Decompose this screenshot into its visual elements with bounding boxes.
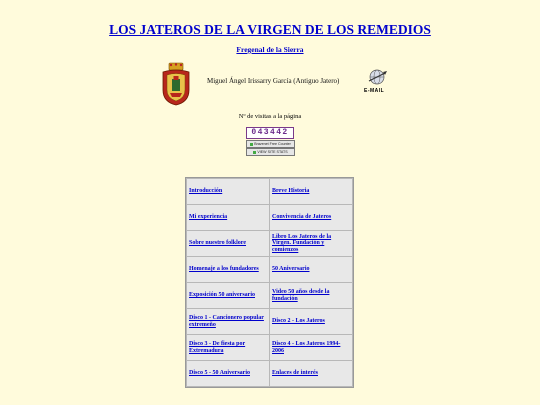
menu-link[interactable]: Enlaces de interés <box>272 370 318 377</box>
menu-link[interactable]: Introducción <box>189 188 223 195</box>
table-row <box>187 179 352 204</box>
table-row <box>187 309 352 334</box>
visit-counter: 043442 <box>246 127 294 139</box>
table-row <box>187 257 352 282</box>
table-row <box>187 205 352 230</box>
table-cell <box>187 283 269 308</box>
email-globe-icon[interactable] <box>366 69 388 85</box>
table-row <box>187 231 352 256</box>
menu-link[interactable]: Mi experiencia <box>189 214 228 221</box>
table-cell <box>270 179 352 204</box>
menu-link[interactable]: Video 50 años desde la fundación <box>272 288 330 302</box>
table-cell <box>187 179 269 204</box>
table-cell <box>187 231 269 256</box>
table-cell <box>187 335 269 360</box>
table-row <box>187 283 352 308</box>
table-cell <box>270 231 352 256</box>
table-cell <box>187 205 269 230</box>
table-cell <box>270 361 352 386</box>
free-counter-badge[interactable] <box>246 140 295 148</box>
free-counter-label: Bravenet Free Counter <box>254 142 291 146</box>
menu-link[interactable]: Homenaje a los fundadores <box>189 266 259 273</box>
menu-link[interactable]: Sobre nuestro folklore <box>189 240 247 247</box>
table-row <box>187 335 352 360</box>
table-cell <box>270 309 352 334</box>
menu-link[interactable]: Convivencia de Jateros <box>272 214 332 221</box>
menu-link[interactable]: Disco 1 - Cancionero popular extremeño <box>189 314 264 328</box>
menu-link[interactable]: Disco 3 - De fiesta por Extremadura <box>189 340 246 354</box>
table-cell <box>187 257 269 282</box>
menu-link[interactable]: Disco 4 - Los Jateros 1994-2006 <box>272 340 341 354</box>
menu-link[interactable]: 50 Aniversario <box>272 266 310 273</box>
table-cell <box>270 335 352 360</box>
table-cell <box>187 309 269 334</box>
email-link[interactable]: E-MAIL <box>364 88 385 94</box>
table-row <box>187 361 352 386</box>
table-cell <box>187 361 269 386</box>
page-subtitle-link[interactable]: Fregenal de la Sierra <box>236 45 304 54</box>
visits-label: Nº de visitas a la página <box>238 113 302 120</box>
site-stats-label: VIEW SITE STATS <box>257 150 288 154</box>
table-cell <box>270 283 352 308</box>
author-name: Miguel Ángel Irissarry García (Antiguo Jatero) <box>207 77 340 85</box>
table-cell <box>270 257 352 282</box>
bullet-icon <box>250 143 253 146</box>
menu-link[interactable]: Disco 5 - 50 Aniversario <box>189 370 250 377</box>
menu-link[interactable]: Disco 2 - Los Jateros <box>272 318 325 325</box>
menu-link[interactable]: Breve Historia <box>272 188 310 195</box>
page-title[interactable]: LOS JATEROS DE LA VIRGEN DE LOS REMEDIOS <box>109 22 431 37</box>
coat-of-arms-icon <box>161 62 191 106</box>
menu-link[interactable]: Libro Los Jateros de la Virgen. Fundación y comienzos <box>272 233 332 253</box>
menu-link[interactable]: Exposición 50 aniversario <box>189 292 256 299</box>
bullet-icon <box>253 151 256 154</box>
table-cell <box>270 205 352 230</box>
navigation-table <box>185 177 354 388</box>
site-stats-badge[interactable] <box>246 148 295 156</box>
